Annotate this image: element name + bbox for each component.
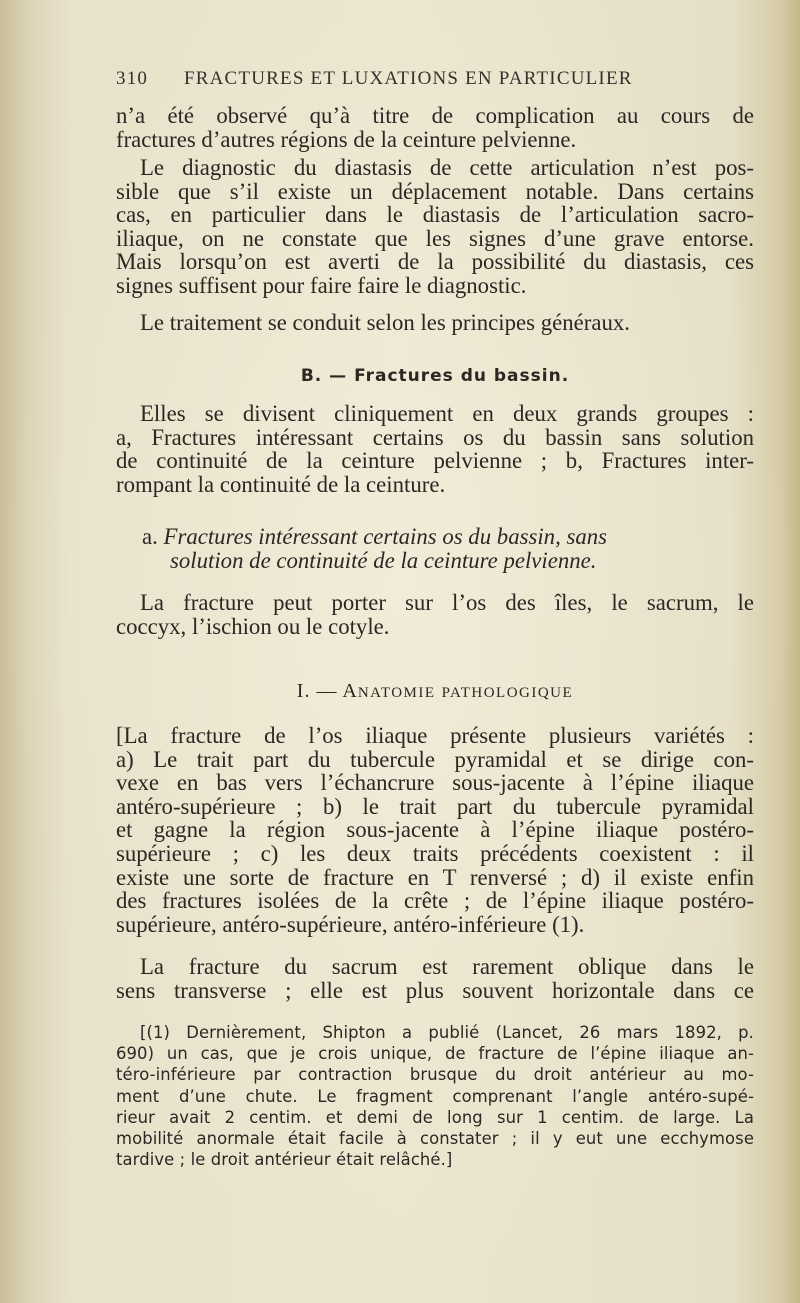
paragraph-groups (116, 402, 754, 496)
text-line: Le traitement se conduit selon les principes généraux. (140, 310, 630, 335)
subsection-title-line1: Fractures intéressant certains os du bassin, sans (163, 524, 608, 549)
text-line: sible que s’il existe un déplacement notable. Dans certains (116, 178, 754, 204)
text-line: Mais lorsqu’on est averti de la possibilité du diastasis, ces (116, 249, 754, 275)
section-heading-anatomy (116, 680, 754, 703)
text-line: coccyx, l’ischion ou le cotyle. (116, 613, 390, 639)
text-line: a) Le trait part du tubercule pyramidal et se dirige con- (116, 746, 754, 772)
running-title: FRACTURES ET LUXATIONS EN PARTICULIER (184, 68, 633, 89)
text-line: de continuité de la ceinture pelvienne ; b, Fractures inter- (116, 448, 754, 474)
footnote-line: tardive ; le droit antérieur était relâché.] (116, 1150, 453, 1170)
text-line: antéro-supérieure ; b) le trait part du tubercule pyramidal (116, 793, 754, 819)
paragraph-iliac-fracture (116, 724, 754, 936)
text-line: et gagne la région sous-jacente à l’épine iliaque postéro- (116, 817, 754, 843)
paragraph-treatment (116, 311, 754, 335)
text-line: supérieure, antéro-supérieure, antéro-inférieure (1). (116, 911, 585, 937)
subsection-letter: a. (142, 524, 158, 549)
paragraph-continuation (116, 104, 754, 151)
footnote-line: ment d’une chute. Le fragment comprenant l’angle antéro-supé- (116, 1086, 754, 1106)
text-line: n’a été observé qu’à titre de complication au cours de (116, 103, 754, 128)
text-line: La fracture peut porter sur l’os des îles, le sacrum, le (140, 590, 754, 615)
text-line: [La fracture de l’os iliaque présente plusieurs variétés : (116, 723, 754, 748)
footnote-line: 690) un cas, que je crois unique, de fracture de l’épine iliaque an- (116, 1044, 754, 1064)
section-title-word2: PATHOLOGIQUE (441, 685, 574, 701)
text-line: a, Fractures intéressant certains os du bassin sans solution (116, 424, 754, 450)
footnote-line: mobilité anormale était facile à constater ; il y eut une ecchymose (116, 1129, 754, 1149)
text-line: supérieure ; c) les deux traits précédents coexistent : il (116, 840, 754, 866)
footnote (116, 1022, 754, 1170)
text-line: La fracture du sacrum est rarement oblique dans le (140, 954, 754, 979)
running-header (116, 68, 666, 90)
paragraph-locations (116, 591, 754, 638)
section-title-first-letter: A (342, 680, 358, 702)
footnote-line: rieur avait 2 centim. et demi de long sur 1 centim. de large. La (116, 1107, 754, 1127)
subsection-title-line2: solution de continuité de la ceinture pelvienne. (170, 548, 597, 573)
text-line: Le diagnostic du diastasis de cette articulation n’est pos- (140, 155, 754, 180)
subsection-heading-a (116, 525, 754, 573)
paragraph-sacrum (116, 955, 754, 1002)
text-line: signes suffisent pour faire faire le diagnostic. (116, 272, 527, 298)
text-line: iliaque, on ne constate que les signes d’une grave entorse. (116, 225, 754, 251)
section-numeral: I. — (296, 680, 338, 702)
footnote-line: [(1) Dernièrement, Shipton a publié (Lancet, 26 mars 1892, p. (140, 1023, 754, 1042)
text-line: cas, en particulier dans le diastasis de l’articulation sacro- (116, 202, 754, 228)
text-line: Elles se divisent cliniquement en deux grands groupes : (140, 401, 754, 426)
text-line: rompant la continuité de la ceinture. (116, 471, 446, 497)
text-line: fractures d’autres régions de la ceinture pelvienne. (116, 126, 577, 152)
text-line: vexe en bas vers l’échancrure sous-jacente à l’épine iliaque (116, 770, 754, 796)
section-heading-b: B. — Fractures du bassin. (300, 366, 570, 386)
section-title-word1: NATOMIE (357, 685, 436, 701)
text-line: sens transverse ; elle est plus souvent horizontale dans ce (116, 977, 754, 1003)
text-line: existe une sorte de fracture en T renversé ; d) il existe enfin (116, 864, 754, 890)
text-line: des fractures isolées de la crête ; de l’épine iliaque postéro- (116, 888, 754, 914)
footnote-line: téro-inférieure par contraction brusque du droit antérieur au mo- (116, 1065, 754, 1085)
page-number: 310 (116, 68, 149, 89)
paragraph-diagnostic (116, 156, 754, 298)
